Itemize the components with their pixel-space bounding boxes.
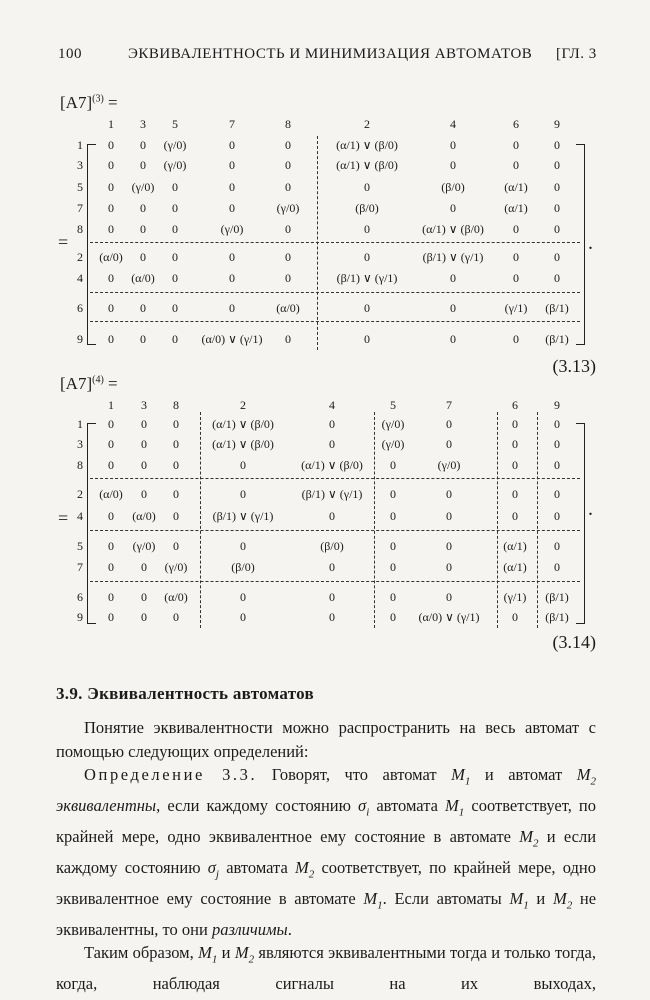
matrix-cell: 0 [554,201,560,215]
matrix-cell: (γ/1) [504,301,528,315]
matrix-cell: 0 [141,487,147,501]
partition-line [90,478,580,479]
matrix-cell: 0 [140,332,146,346]
matrix-cell: (β/0) [355,201,379,215]
matrix-cell: (α/0) [131,271,155,285]
matrix-cell: 0 [140,138,146,152]
matrix-cell: 0 [141,590,147,604]
matrix-cell: (γ/0) [437,458,461,472]
row-label: 3 [77,158,83,172]
matrix-cell: (β/0) [231,560,255,574]
column-header: 3 [140,117,146,131]
matrix-cell: 0 [285,138,291,152]
matrix-cell: 0 [329,590,335,604]
matrix-cell: 0 [173,458,179,472]
matrix-cell: 0 [554,250,560,264]
matrix-cell: (α/1) [503,539,527,553]
matrix-cell: 0 [513,158,519,172]
matrix-cell: 0 [141,560,147,574]
matrix-cell: 0 [364,222,370,236]
matrix-cell: (β/1) ∨ (γ/1) [422,250,484,264]
row-label: 1 [77,417,83,431]
matrix-cell: 0 [108,539,114,553]
column-header: 6 [512,398,518,412]
matrix-cell: 0 [446,417,452,431]
matrix-cell: (β/0) [320,539,344,553]
matrix-cell: 0 [172,332,178,346]
chapter-label: [ГЛ. 3 [556,46,597,62]
matrix-cell: 0 [512,509,518,523]
column-header: 1 [108,398,114,412]
matrix-cell: (γ/0) [381,437,405,451]
matrix-cell: 0 [140,158,146,172]
matrix-cell: 0 [229,158,235,172]
matrix-cell: 0 [240,458,246,472]
matrix-cell: (α/1) [504,180,528,194]
matrix-cell: (γ/0) [131,180,155,194]
column-header: 7 [446,398,452,412]
matrix-cell: 0 [513,222,519,236]
matrix-cell: (γ/0) [163,138,187,152]
running-title: ЭКВИВАЛЕНТНОСТЬ И МИНИМИЗАЦИЯ АВТОМАТОВ [128,46,533,62]
row-label: 2 [77,250,83,264]
matrix-cell: (β/0) [441,180,465,194]
matrix-cell: 0 [446,509,452,523]
right-bracket [576,423,585,624]
matrix-cell: 0 [285,271,291,285]
matrix-cell: (α/0) [164,590,188,604]
matrix-cell: 0 [108,437,114,451]
matrix-cell: 0 [108,590,114,604]
matrix-cell: 0 [229,180,235,194]
matrix2-label: $[A7]^{(4)}$ = [60,374,118,393]
matrix-cell: (β/1) ∨ (γ/1) [336,271,398,285]
partition-line [90,242,580,243]
equation-number-3-13: (3.13) [552,356,596,376]
matrix-cell: 0 [140,250,146,264]
matrix-cell: (α/0) [132,509,156,523]
matrix-cell: 0 [173,509,179,523]
matrix-cell: 0 [329,437,335,451]
column-header: 2 [364,117,370,131]
column-header: 5 [172,117,178,131]
row-label: 9 [77,610,83,624]
partition-line [537,412,538,628]
matrix-cell: 0 [285,222,291,236]
matrix-cell: (α/1) ∨ (β/0) [212,417,274,431]
matrix-cell: (α/1) ∨ (β/0) [336,158,398,172]
partition-line [200,412,201,628]
matrix-cell: 0 [229,271,235,285]
matrix-cell: 0 [513,138,519,152]
right-bracket [576,144,585,345]
matrix-cell: 0 [108,560,114,574]
left-bracket [87,423,96,624]
matrix-cell: (α/0) [99,250,123,264]
matrix-cell: (γ/0) [381,417,405,431]
partition-line [497,412,498,628]
matrix-cell: (β/1) [545,590,569,604]
matrix-cell: (α/1) ∨ (β/0) [212,437,274,451]
matrix-cell: 0 [390,458,396,472]
matrix-cell: (α/1) ∨ (β/0) [301,458,363,472]
row-label: 4 [77,509,83,523]
matrix-cell: 0 [140,222,146,236]
matrix-cell: 0 [390,487,396,501]
row-label: 4 [77,271,83,285]
matrix-cell: 0 [173,487,179,501]
partition-line [90,530,580,531]
matrix-cell: 0 [446,539,452,553]
matrix-cell: 0 [108,610,114,624]
row-label: 8 [77,222,83,236]
row-label: 5 [77,180,83,194]
matrix-cell: 0 [108,332,114,346]
matrix-cell: 0 [512,487,518,501]
column-header: 1 [108,117,114,131]
matrix-cell: 0 [141,458,147,472]
matrix-cell: 0 [108,271,114,285]
row-label: 6 [77,590,83,604]
column-header: 5 [390,398,396,412]
matrix-cell: 0 [512,458,518,472]
matrix-cell: 0 [554,437,560,451]
matrix-cell: 0 [240,610,246,624]
matrix-cell: 0 [141,417,147,431]
matrix-cell: 0 [108,158,114,172]
matrix-cell: (β/1) [545,301,569,315]
paragraph-intro: Понятие эквивалентности можно распространить на весь автомат с помощью следующих определений: [56,718,596,761]
period: . [588,498,593,520]
matrix-cell: 0 [513,332,519,346]
matrix-cell: 0 [141,437,147,451]
matrix-cell: 0 [390,539,396,553]
matrix-cell: 0 [240,539,246,553]
column-header: 8 [285,117,291,131]
matrix-cell: 0 [173,539,179,553]
matrix-cell: 0 [285,180,291,194]
matrix-cell: 0 [364,180,370,194]
matrix-cell: 0 [364,250,370,264]
equals-sign: = [58,508,69,528]
page-number: 100 [58,46,82,62]
matrix-cell: 0 [108,201,114,215]
row-label: 1 [77,138,83,152]
matrix-cell: 0 [554,509,560,523]
matrix-cell: (γ/0) [276,201,300,215]
matrix-cell: 0 [554,487,560,501]
matrix-cell: (α/1) [504,201,528,215]
matrix-cell: (α/1) ∨ (β/0) [336,138,398,152]
matrix-cell: 0 [512,417,518,431]
matrix-cell: 0 [172,180,178,194]
matrix-cell: 0 [329,509,335,523]
matrix-cell: (α/0) ∨ (γ/1) [418,610,480,624]
matrix-cell: 0 [229,138,235,152]
matrix-cell: 0 [513,250,519,264]
matrix-cell: 0 [329,610,335,624]
matrix-cell: (γ/1) [503,590,527,604]
matrix-cell: 0 [512,437,518,451]
matrix-cell: 0 [446,487,452,501]
matrix-cell: (γ/0) [164,560,188,574]
matrix-cell: 0 [450,201,456,215]
matrix-cell: 0 [172,301,178,315]
period: . [588,232,593,254]
matrix-cell: 0 [554,138,560,152]
paragraph-conclusion: Таким образом, $M_1$ и $M_2$ являются эквивалентными тогда и только тогда, когда, наблюдая сигналы на их выходах, [56,943,596,994]
matrix-cell: 0 [329,417,335,431]
row-label: 8 [77,458,83,472]
matrix-cell: 0 [285,332,291,346]
matrix-cell: 0 [446,437,452,451]
matrix-cell: 0 [512,610,518,624]
partition-line [90,581,580,582]
matrix-cell: 0 [390,590,396,604]
matrix-cell: (β/1) ∨ (γ/1) [212,509,274,523]
column-header: 6 [513,117,519,131]
matrix-cell: 0 [390,610,396,624]
partition-line [90,321,580,322]
matrix-cell: (α/0) [99,487,123,501]
matrix-cell: (α/1) [503,560,527,574]
row-label: 5 [77,539,83,553]
matrix-cell: 0 [108,222,114,236]
row-label: 7 [77,560,83,574]
partition-line [317,136,318,350]
column-header: 4 [450,117,456,131]
matrix-cell: 0 [172,250,178,264]
matrix-cell: 0 [450,158,456,172]
matrix-cell: 0 [172,271,178,285]
matrix-cell: (α/0) ∨ (γ/1) [201,332,263,346]
matrix-cell: 0 [285,250,291,264]
body-text [56,716,596,996]
matrix-cell: (β/1) ∨ (γ/1) [301,487,363,501]
matrix-cell: 0 [229,301,235,315]
matrix-cell: (β/1) [545,332,569,346]
matrix-cell: 0 [285,158,291,172]
matrix-cell: 0 [446,560,452,574]
matrix-cell: 0 [450,332,456,346]
matrix-cell: 0 [364,332,370,346]
partition-line [374,412,375,628]
matrix-cell: 0 [108,138,114,152]
matrix-cell: 0 [108,301,114,315]
matrix-cell: 0 [140,201,146,215]
matrix-cell: (β/1) [545,610,569,624]
matrix-cell: 0 [450,271,456,285]
matrix-cell: 0 [329,560,335,574]
equation-number-3-14: (3.14) [552,632,596,652]
column-header: 8 [173,398,179,412]
matrix-cell: 0 [450,301,456,315]
matrix-cell: 0 [446,590,452,604]
matrix-cell: (α/1) ∨ (β/0) [422,222,484,236]
matrix-cell: 0 [364,301,370,315]
matrix-cell: (γ/0) [163,158,187,172]
matrix-cell: 0 [108,509,114,523]
matrix-cell: 0 [229,201,235,215]
column-header: 4 [329,398,335,412]
matrix-cell: (γ/0) [132,539,156,553]
matrix-cell: 0 [240,487,246,501]
matrix-cell: 0 [108,458,114,472]
column-header: 3 [141,398,147,412]
matrix1-label: $[A7]^{(3)}$ = [60,93,118,112]
row-label: 6 [77,301,83,315]
matrix-cell: 0 [390,560,396,574]
matrix-cell: 0 [554,458,560,472]
column-header: 9 [554,398,560,412]
matrix-cell: 0 [513,271,519,285]
matrix-cell: 0 [554,222,560,236]
matrix-cell: 0 [390,509,396,523]
left-bracket [87,144,96,345]
matrix-cell: 0 [173,610,179,624]
matrix-cell: 0 [172,201,178,215]
matrix-cell: 0 [240,590,246,604]
row-label: 2 [77,487,83,501]
matrix-cell: 0 [229,250,235,264]
row-label: 7 [77,201,83,215]
matrix-cell: 0 [554,539,560,553]
partition-line [90,292,580,293]
row-label: 3 [77,437,83,451]
matrix-cell: 0 [173,417,179,431]
matrix-cell: 0 [173,437,179,451]
matrix-cell: 0 [554,417,560,431]
matrix-cell: (γ/0) [220,222,244,236]
column-header: 9 [554,117,560,131]
equals-sign: = [58,232,69,252]
matrix-cell: 0 [108,417,114,431]
matrix-cell: 0 [450,138,456,152]
matrix-cell: 0 [141,610,147,624]
section-heading: 3.9. Эквивалентность автоматов [56,684,315,703]
matrix-cell: 0 [554,271,560,285]
row-label: 9 [77,332,83,346]
matrix-cell: 0 [554,560,560,574]
column-header: 2 [240,398,246,412]
matrix-cell: 0 [140,301,146,315]
column-header: 7 [229,117,235,131]
matrix-cell: 0 [554,158,560,172]
matrix-cell: 0 [554,180,560,194]
matrix-cell: 0 [108,180,114,194]
matrix-cell: (α/0) [276,301,300,315]
paragraph-definition: Определение 3.3. Говорят, что автомат $M_1$ и автомат $M_2$ эквивалентны, если каждому состоянию $\sigma_i$ автомата $M_1$ соответствует, по крайней мере, одно эквивалентное ему состояние в автомате $M_2$ и если каждому состоянию $\sigma_j$ автомата $M_2$ соответствует, по крайней мере, одно эквивалентное ему состояние в автомате $M_1$. Если автоматы $M_1$ и $M_2$ не эквивалентны, то они различимы. [56,765,597,939]
matrix-cell: 0 [172,222,178,236]
